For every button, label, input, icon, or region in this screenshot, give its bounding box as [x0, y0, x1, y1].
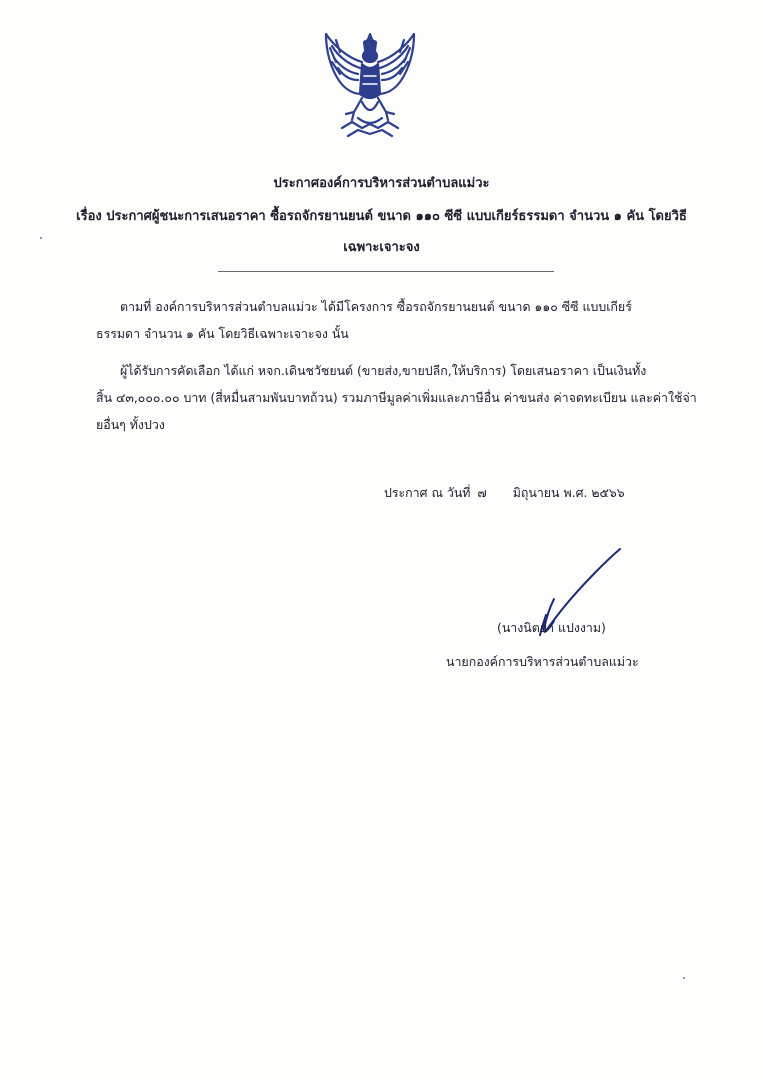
- scan-speck: [683, 977, 685, 979]
- announcement-day: ๗: [477, 485, 487, 500]
- paragraph-line: ตามที่ องค์การบริหารส่วนตำบลแม่วะ ได้มีโครงการ ซื้อรถจักรยานยนต์ ขนาด ๑๑๐ ซีซี แบบเกียร์: [120, 299, 632, 314]
- signatory-position: นายกองค์การบริหารส่วนตำบลแม่วะ: [446, 654, 639, 669]
- garuda-emblem-icon: [318, 28, 422, 144]
- document-title: ประกาศองค์การบริหารส่วนตำบลแม่วะ: [273, 176, 490, 191]
- paragraph-line: ธรรมดา จำนวน ๑ คัน โดยวิธีเฉพาะเจาะจง นั้น: [96, 326, 349, 341]
- paragraph-line: ยอื่นๆ ทั้งปวง: [96, 417, 165, 432]
- paragraph-winner: [96, 357, 718, 438]
- scan-speck: [40, 237, 42, 239]
- paragraph-project: [96, 293, 718, 347]
- signatory-name: (นางนิตยา แปงงาม): [497, 620, 606, 635]
- announcement-date: [384, 484, 625, 503]
- paragraph-line: สิ้น ๔๓,๐๐๐.๐๐ บาท (สี่หมื่นสามพันบาทถ้วน) รวมภาษีมูลค่าเพิ่มและภาษีอื่น ค่าขนส่ง ค่าจดทะเบียน และค่าใช้จ่า: [96, 390, 697, 405]
- header-divider: [218, 271, 554, 272]
- subject-line-2: เฉพาะเจาะจง: [343, 240, 420, 255]
- announcement-month-year: มิถุนายน พ.ศ. ๒๕๖๖: [512, 485, 625, 500]
- paragraph-line: ผู้ได้รับการคัดเลือก ได้แก่ หจก.เดินชวัชยนต์ (ขายส่ง,ขายปลีก,ให้บริการ) โดยเสนอราคา เป็นเงินทั้ง: [120, 363, 647, 378]
- announcement-prefix: ประกาศ ณ วันที่: [384, 485, 471, 500]
- subject-line-1: เรื่อง ประกาศผู้ชนะการเสนอราคา ซื้อรถจักรยานยนต์ ขนาด ๑๑๐ ซีซี แบบเกียร์ธรรมดา จำนวน ๑ คัน โดยวิธี: [76, 209, 687, 224]
